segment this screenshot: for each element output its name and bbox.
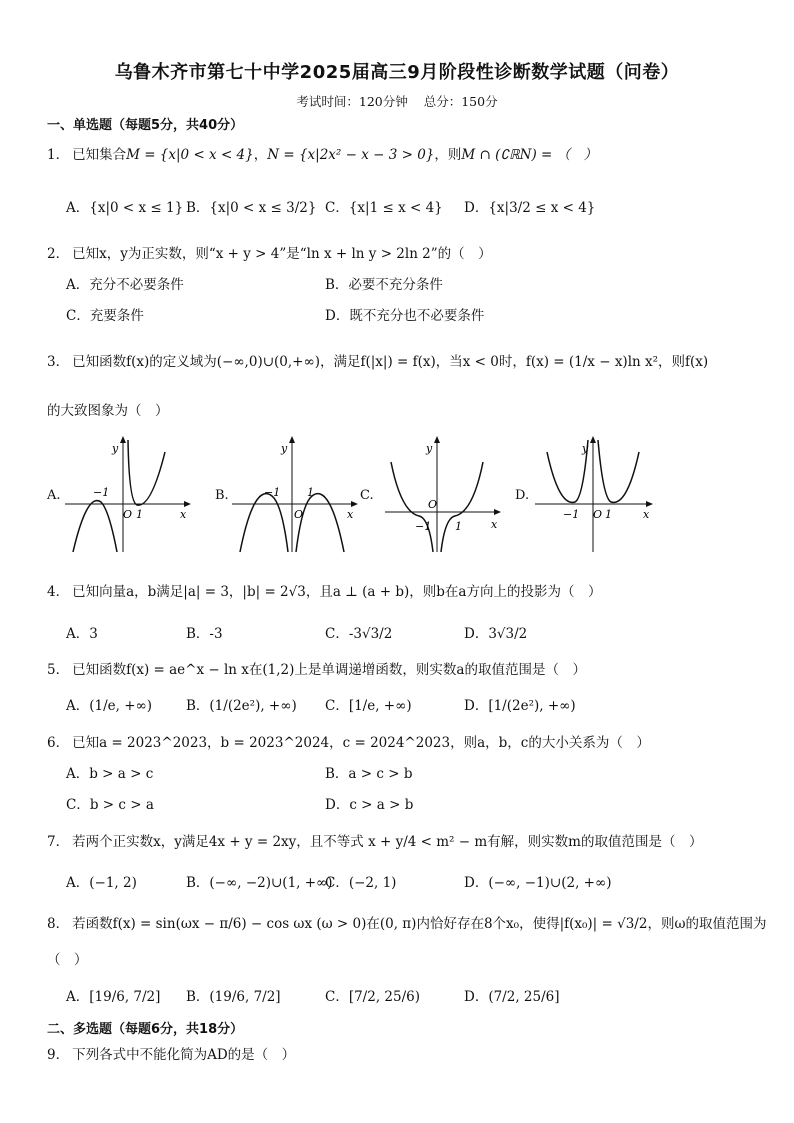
q1-option-b[interactable]: B．{x|0 < x ≤ 3/2} [186, 200, 317, 216]
q1-option-c[interactable]: C．{x|1 ≤ x < 4} [325, 200, 443, 216]
set-m-definition: M = {x|0 < x < 4} [126, 147, 254, 163]
q2-option-c[interactable]: C．充要条件 [66, 308, 144, 324]
q9-text: 下列各式中不能化简为AD的是（ ） [72, 1047, 296, 1063]
q7-option-b[interactable]: B．(−∞, −2)∪(1, +∞) [186, 875, 333, 891]
total-score: 总分：150分 [423, 94, 498, 109]
question-number: 1． [47, 147, 70, 163]
q3-option-b-graph[interactable] [232, 432, 362, 557]
question-number: 2． [47, 246, 70, 262]
y-axis-label: y [426, 442, 433, 455]
q8-text: 若函数f(x) = sin(ωx − π/6) − cos ωx (ω > 0)在(0, π)内恰好存在8个x₀，使得|f(x₀)| = √3/2，则ω的取值范围为 [72, 916, 767, 932]
q5-option-d[interactable]: D．[1/(2e²), +∞) [464, 698, 576, 714]
question-5 [47, 658, 586, 678]
tick-neg-1: −1 [264, 486, 281, 499]
q3-text: 已知函数f(x)的定义域为(−∞,0)∪(0,+∞)，满足f(|x|) = f(x)，当x < 0时，f(x) = (1/x − x)ln x²，则f(x) [72, 354, 709, 370]
q1-text-b: ，则 [434, 147, 462, 163]
q3-option-a-graph[interactable] [65, 432, 195, 557]
tick-neg-1: −1 [93, 486, 110, 499]
q3-option-c-label[interactable]: C. [360, 488, 374, 503]
q8-option-d[interactable]: D．(7/2, 25/6] [464, 989, 560, 1005]
question-8 [47, 912, 766, 932]
q1-option-d[interactable]: D．{x|3/2 ≤ x < 4} [464, 200, 596, 216]
question-7 [47, 830, 702, 850]
q6-option-a[interactable]: A．b > a > c [66, 766, 154, 782]
q6-option-c[interactable]: C．b > c > a [66, 797, 154, 813]
q8-option-c[interactable]: C．[7/2, 25/6) [325, 989, 420, 1005]
section-heading-multiple-choice: 二、多选题（每题6分，共18分） [47, 1022, 244, 1037]
tick-neg-1: −1 [415, 520, 432, 533]
question-number: 3． [47, 354, 70, 370]
origin-label: O [428, 498, 438, 511]
question-number: 9． [47, 1047, 70, 1063]
q6-text: 已知a = 2023^2023，b = 2023^2024，c = 2024^2023，则a，b，c的大小关系为（ ） [72, 735, 650, 751]
question-9 [47, 1043, 295, 1063]
y-axis-label: y [582, 442, 589, 455]
q4-option-c[interactable]: C．-3√3/2 [325, 626, 393, 642]
q5-option-a[interactable]: A．(1/e, +∞) [66, 698, 153, 714]
q4-option-b[interactable]: B．-3 [186, 626, 223, 642]
question-number: 4． [47, 584, 70, 600]
q4-option-a[interactable]: A．3 [66, 626, 98, 642]
tick-1: 1 [455, 520, 462, 533]
exam-info [0, 92, 794, 110]
y-axis-label: y [112, 442, 119, 455]
q7-text: 若两个正实数x，y满足4x + y = 2xy，且不等式 x + y/4 < m² − m有解，则实数m的取值范围是（ ） [72, 834, 703, 850]
q3-text-line-2: 的大致图象为（ ） [47, 403, 169, 419]
question-number: 8． [47, 916, 70, 932]
q8-option-a[interactable]: A．[19/6, 7/2] [66, 989, 161, 1005]
q2-option-b[interactable]: B．必要不充分条件 [325, 277, 443, 293]
q6-option-b[interactable]: B．a > c > b [325, 766, 413, 782]
question-1: 1． 已知集合M = {x|0 < x < 4}，N = {x|2x² − x − 3 > 0}，则M ∩ (∁ℝN) = （ ） [47, 147, 598, 163]
q7-option-a[interactable]: A．(−1, 2) [66, 875, 137, 891]
q5-option-b[interactable]: B．(1/(2e²), +∞) [186, 698, 297, 714]
question-number: 6． [47, 735, 70, 751]
q6-option-d[interactable]: D．c > a > b [325, 797, 414, 813]
question-2 [47, 242, 492, 262]
q3-option-d-label[interactable]: D. [515, 488, 530, 503]
q1-text-a: 已知集合 [72, 147, 127, 163]
question-number: 5． [47, 662, 70, 678]
tick-neg-1: −1 [563, 508, 580, 521]
q4-text: 已知向量a，b满足|a| = 3，|b| = 2√3，且a ⊥ (a + b)，则b在a方向上的投影为（ ） [72, 584, 602, 600]
q5-text: 已知函数f(x) = ae^x − ln x在(1,2)上是单调递增函数，则实数a的取值范围是（ ） [72, 662, 586, 678]
tick-1: 1 [136, 508, 143, 521]
q2-option-a[interactable]: A．充分不必要条件 [66, 277, 184, 293]
origin-label: O [593, 508, 603, 521]
question-4 [47, 580, 601, 600]
q7-option-d[interactable]: D．(−∞, −1)∪(2, +∞) [464, 875, 612, 891]
x-axis-label: x [643, 508, 650, 521]
q5-option-c[interactable]: C．[1/e, +∞) [325, 698, 412, 714]
y-axis-label: y [281, 442, 288, 455]
q8-text-line-2: （ ） [47, 952, 88, 968]
x-axis-label: x [347, 508, 354, 521]
tick-1: 1 [605, 508, 612, 521]
question-3 [47, 350, 708, 370]
q3-option-c-graph[interactable] [385, 432, 510, 557]
set-n-definition: N = {x|2x² − x − 3 > 0} [267, 147, 435, 163]
q2-text: 已知x，y为正实数，则“x + y > 4”是“ln x + ln y > 2ln 2”的（ ） [72, 246, 492, 262]
x-axis-label: x [491, 518, 498, 531]
origin-label: O [123, 508, 133, 521]
tick-1: 1 [307, 486, 314, 499]
q1-option-a[interactable]: A．{x|0 < x ≤ 1} [66, 200, 184, 216]
question-6 [47, 731, 650, 751]
q3-option-b-label[interactable]: B. [215, 488, 229, 503]
origin-label: O [294, 508, 304, 521]
page-title: 乌鲁木齐市第七十中学2025届高三9月阶段性诊断数学试题（问卷） [114, 62, 680, 83]
q8-option-b[interactable]: B．(19/6, 7/2] [186, 989, 281, 1005]
x-axis-label: x [180, 508, 187, 521]
exam-time: 考试时间：120分钟 [296, 94, 408, 109]
q1-expression: M ∩ (∁ℝN) = （ ） [461, 147, 598, 163]
q2-option-d[interactable]: D．既不充分也不必要条件 [325, 308, 485, 324]
q3-option-d-graph[interactable] [535, 432, 660, 557]
section-heading-single-choice: 一、单选题（每题5分，共40分） [47, 118, 244, 133]
q3-option-a-label[interactable]: A. [47, 488, 61, 503]
q7-option-c[interactable]: C．(−2, 1) [325, 875, 397, 891]
question-number: 7． [47, 834, 70, 850]
q4-option-d[interactable]: D．3√3/2 [464, 626, 528, 642]
